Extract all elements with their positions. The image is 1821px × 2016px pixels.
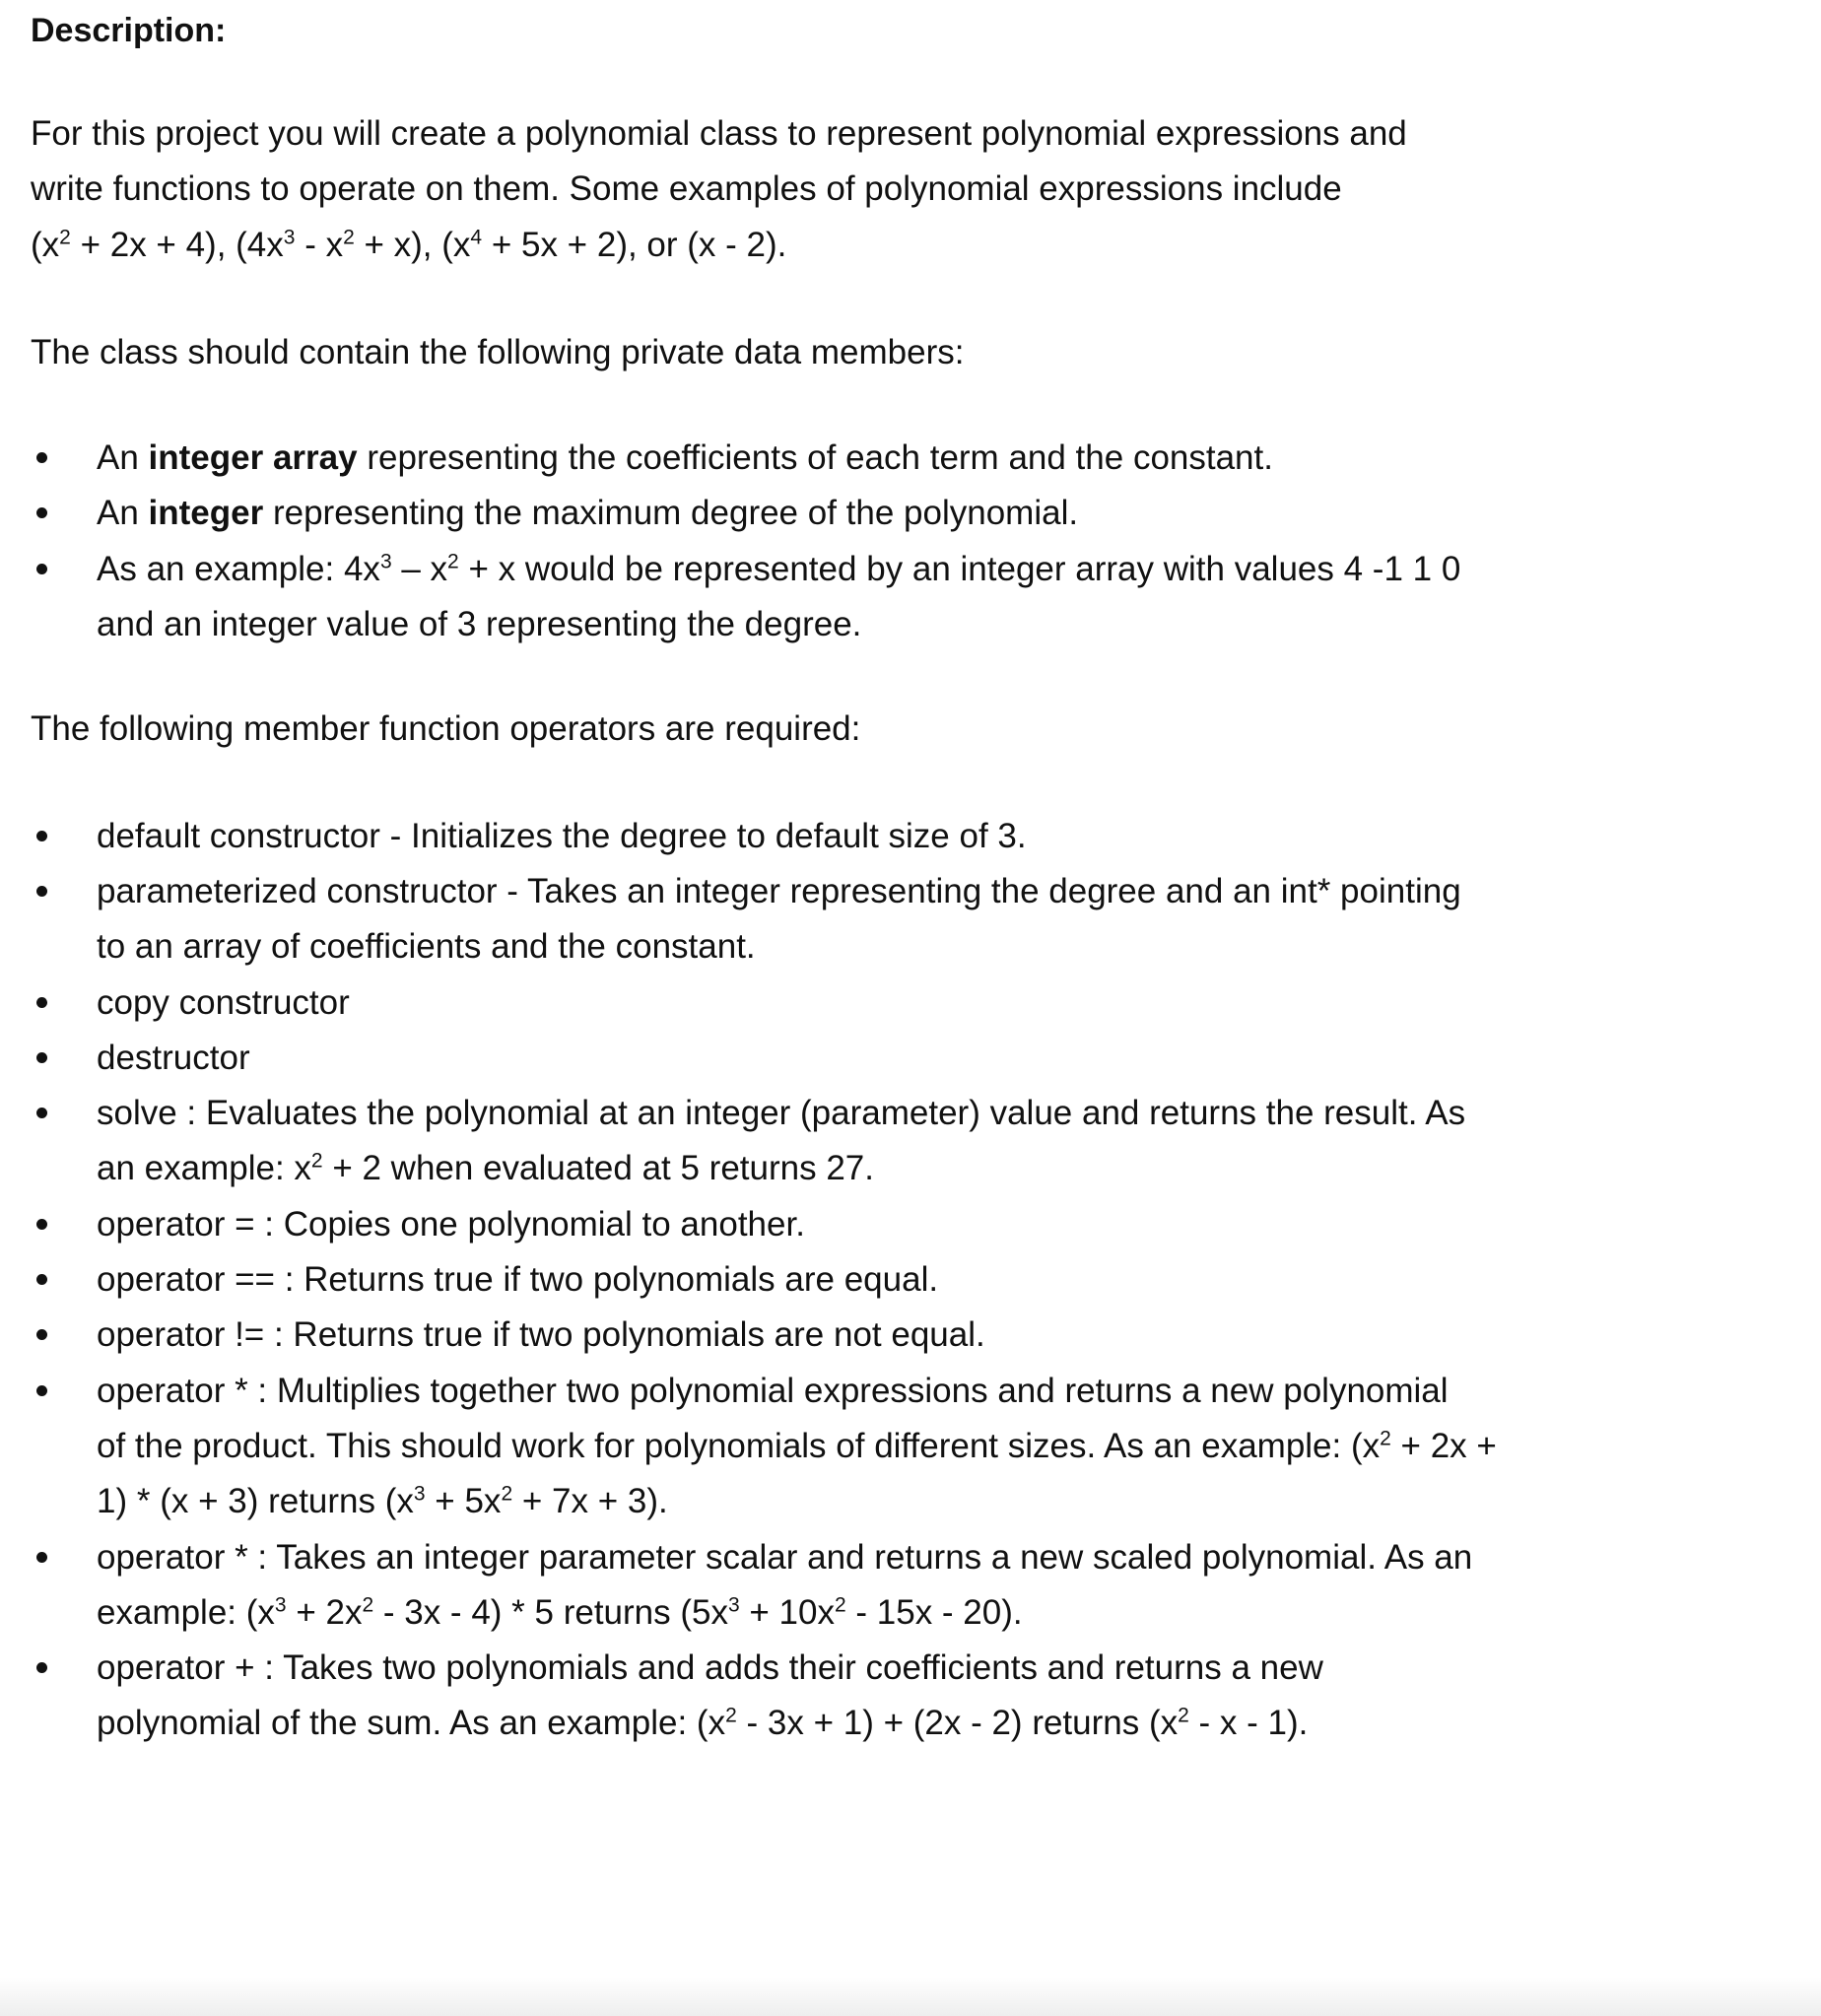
text-run: representing the maximum degree of the polynomial. <box>263 494 1079 533</box>
list-item <box>31 542 1821 653</box>
text-line <box>97 809 1821 864</box>
text-run: (x <box>31 225 60 264</box>
text-line <box>97 1252 1821 1308</box>
text-run: operator + : Takes two polynomials and adds their coefficients and returns a new <box>97 1648 1323 1688</box>
text-line <box>97 1141 1821 1196</box>
superscript: 2 <box>362 1593 374 1617</box>
bullet-icon <box>36 1385 47 1396</box>
superscript: 3 <box>379 550 392 573</box>
bullet-icon <box>36 997 47 1008</box>
text-run: polynomial of the sum. As an example: (x <box>97 1704 726 1743</box>
document-title: Description: <box>31 12 227 49</box>
text-line <box>97 1308 1821 1363</box>
superscript: 2 <box>501 1482 513 1506</box>
text-line <box>97 1696 1821 1751</box>
bold-text: integer <box>148 494 264 533</box>
text-run: copy constructor <box>97 982 350 1022</box>
text-line <box>97 919 1821 974</box>
bullet-icon <box>36 452 47 463</box>
bullet-icon <box>36 1219 47 1230</box>
bullet-icon <box>36 1274 47 1285</box>
superscript: 2 <box>1178 1704 1189 1727</box>
intro-paragraph <box>31 106 1821 273</box>
text-line <box>97 597 1821 652</box>
text-run: operator * : Takes an integer parameter scalar and returns a new scaled polynomial. As an <box>97 1537 1473 1577</box>
bullet-icon <box>36 1329 47 1340</box>
list-item <box>31 1364 1821 1530</box>
list-item <box>31 975 1821 1031</box>
superscript: 2 <box>59 225 71 248</box>
text-run: - 3x - 4) * 5 returns (5x <box>373 1592 728 1632</box>
text-line <box>97 1641 1821 1696</box>
bullet-icon <box>36 831 47 841</box>
list-item <box>31 1031 1821 1086</box>
text-run: + x), (x <box>354 225 471 264</box>
text-run: operator != : Returns true if two polynomials are not equal. <box>97 1315 985 1355</box>
text-run: operator * : Multiplies together two polynomial expressions and returns a new polynomial <box>97 1371 1449 1410</box>
superscript: 2 <box>343 225 355 248</box>
text-run: + 5x <box>425 1482 502 1521</box>
bullet-icon <box>36 886 47 897</box>
text-line <box>97 1031 1821 1086</box>
list-item <box>31 1308 1821 1363</box>
text-line <box>97 975 1821 1031</box>
list-item <box>31 1252 1821 1308</box>
text-run: + 2 when evaluated at 5 returns 27. <box>322 1149 874 1188</box>
text-line <box>31 162 1821 217</box>
text-run: An <box>97 494 149 533</box>
text-run: + 7x + 3). <box>512 1482 668 1521</box>
list-item <box>31 864 1821 975</box>
text-run: An <box>97 438 149 478</box>
text-run: - x <box>295 225 344 264</box>
text-line <box>97 1474 1821 1529</box>
superscript: 2 <box>1380 1427 1391 1450</box>
list-item <box>31 431 1821 486</box>
text-run: As an example: 4x <box>97 549 380 588</box>
text-run: example: (x <box>97 1592 275 1632</box>
text-run: + 2x <box>286 1592 363 1632</box>
text-run: + x would be represented by an integer array with values 4 -1 1 0 <box>458 549 1461 588</box>
text-line <box>97 431 1821 486</box>
section-heading: The following member function operators are required: <box>31 709 861 749</box>
superscript: 3 <box>413 1482 426 1506</box>
bullet-icon <box>36 1662 47 1673</box>
text-line <box>31 218 1821 273</box>
sections <box>31 325 1821 1752</box>
text-run: + 2x + 4), (4x <box>70 225 284 264</box>
bullet-icon <box>36 507 47 518</box>
list-item <box>31 1197 1821 1252</box>
bullet-list <box>31 431 1821 652</box>
bold-text: integer array <box>148 438 358 478</box>
text-run: + 10x <box>739 1592 835 1632</box>
bullet-icon <box>36 564 47 574</box>
text-run: For this project you will create a polynomial class to represent polynomial expressions and <box>31 114 1407 153</box>
text-line <box>97 486 1821 541</box>
text-line <box>97 1530 1821 1585</box>
text-run: parameterized constructor - Takes an integer representing the degree and an int* pointing <box>97 871 1461 910</box>
text-line <box>97 1585 1821 1641</box>
text-line <box>97 1197 1821 1252</box>
text-run: and an integer value of 3 representing the degree. <box>97 605 862 644</box>
text-run: - 15x - 20). <box>845 1592 1023 1632</box>
text-line <box>97 1364 1821 1419</box>
text-run: - x - 1). <box>1188 1704 1309 1743</box>
list-item <box>31 1530 1821 1642</box>
page-bottom-edge <box>0 1977 1821 2016</box>
text-run: destructor <box>97 1038 250 1077</box>
text-run: – x <box>391 549 448 588</box>
bullet-list <box>31 809 1821 1752</box>
bullet-icon <box>36 1108 47 1118</box>
list-item <box>31 1641 1821 1752</box>
bullet-icon <box>36 1052 47 1063</box>
section <box>31 325 1821 652</box>
text-run: default constructor - Initializes the degree to default size of 3. <box>97 816 1027 855</box>
text-line <box>31 106 1821 162</box>
document <box>31 3 1821 1752</box>
text-run: operator == : Returns true if two polynomials are equal. <box>97 1260 939 1300</box>
text-run: of the product. This should work for polynomials of different sizes. As an example: (x <box>97 1426 1381 1465</box>
superscript: 2 <box>447 550 459 573</box>
superscript: 2 <box>834 1593 846 1617</box>
list-item <box>31 809 1821 864</box>
text-line <box>97 864 1821 919</box>
superscript: 3 <box>283 225 296 248</box>
superscript: 2 <box>725 1704 737 1727</box>
text-run: to an array of coefficients and the constant. <box>97 927 756 967</box>
superscript: 4 <box>470 225 483 248</box>
superscript: 3 <box>727 1593 740 1617</box>
superscript: 3 <box>274 1593 287 1617</box>
section-heading: The class should contain the following private data members: <box>31 332 965 371</box>
text-line <box>97 1086 1821 1141</box>
text-run: operator = : Copies one polynomial to another. <box>97 1204 805 1243</box>
text-line <box>97 1419 1821 1474</box>
text-line <box>97 542 1821 597</box>
text-run: 1) * (x + 3) returns (x <box>97 1482 414 1521</box>
text-run: representing the coefficients of each term and the constant. <box>357 438 1273 478</box>
text-run: write functions to operate on them. Some examples of polynomial expressions include <box>31 169 1342 209</box>
text-run: + 2x + <box>1390 1426 1497 1465</box>
text-run: - 3x + 1) + (2x - 2) returns (x <box>736 1704 1179 1743</box>
text-run: + 5x + 2), or (x - 2). <box>482 225 787 264</box>
list-item <box>31 1086 1821 1197</box>
text-run: solve : Evaluates the polynomial at an integer (parameter) value and returns the result. As <box>97 1094 1466 1133</box>
section <box>31 702 1821 1751</box>
bullet-icon <box>36 1552 47 1563</box>
superscript: 2 <box>310 1149 323 1173</box>
text-run: an example: x <box>97 1149 311 1188</box>
list-item <box>31 486 1821 541</box>
